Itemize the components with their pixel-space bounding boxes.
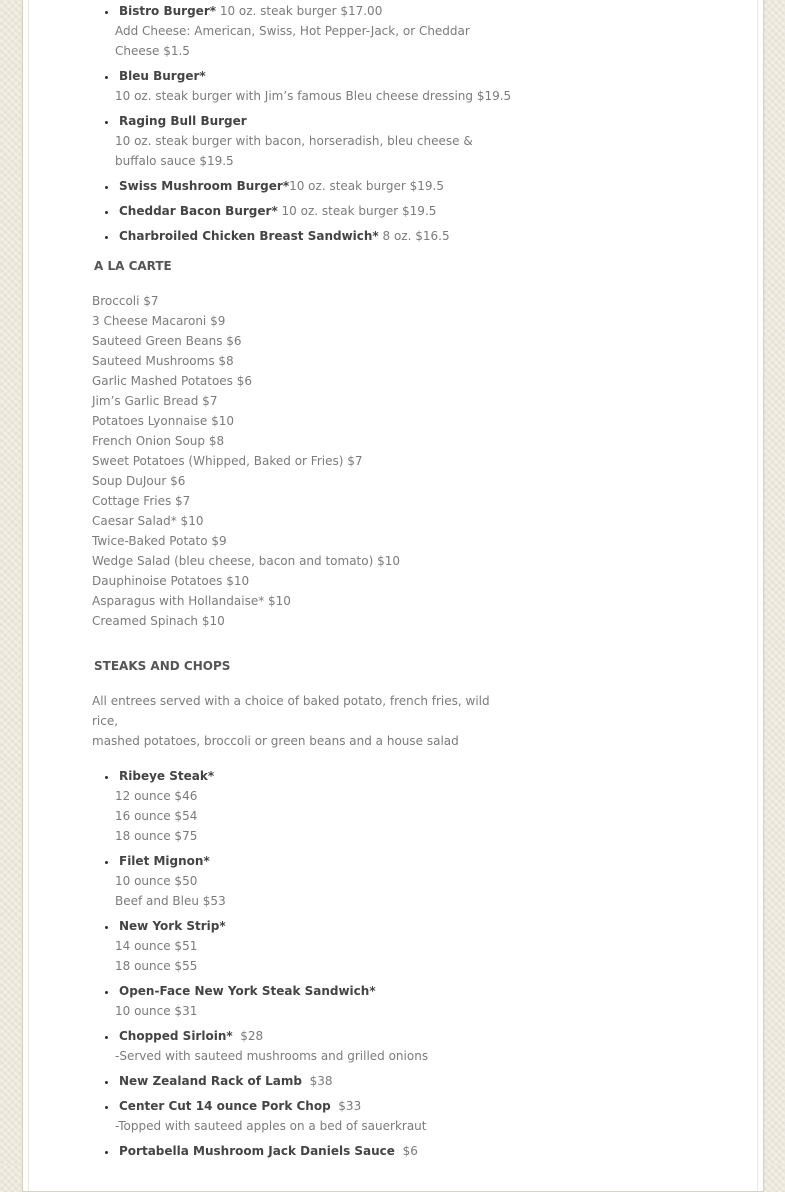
menu-content xyxy=(92,1,512,1166)
a-la-carte-item: Caesar Salad* $10 xyxy=(92,514,204,528)
menu-item xyxy=(117,851,512,911)
menu-item xyxy=(117,66,512,106)
steaks-intro xyxy=(92,691,512,751)
menu-item-price: $28 xyxy=(232,1029,264,1043)
menu-item-price: $6 xyxy=(394,1144,418,1158)
menu-item xyxy=(117,1096,512,1136)
menu-item-name: Bleu Burger* xyxy=(119,69,206,83)
menu-item-name: Open-Face New York Steak Sandwich* xyxy=(119,984,376,998)
a-la-carte-list xyxy=(92,291,512,631)
menu-item-detail: 10 ounce $50 xyxy=(115,874,198,888)
burger-list xyxy=(92,1,512,246)
menu-item xyxy=(117,226,512,246)
menu-item-detail: 16 ounce $54 xyxy=(115,809,198,823)
menu-item xyxy=(117,176,512,196)
steaks-heading: STEAKS AND CHOPS xyxy=(94,659,231,673)
menu-item-name: New York Strip* xyxy=(119,919,226,933)
a-la-carte-item: French Onion Soup $8 xyxy=(92,434,225,448)
menu-item-detail: 12 ounce $46 xyxy=(115,789,198,803)
menu-item-price: 10 oz. steak burger $17.00 xyxy=(216,4,383,18)
menu-item-name: Center Cut 14 ounce Pork Chop xyxy=(119,1099,331,1113)
a-la-carte-heading: A LA CARTE xyxy=(94,259,172,273)
a-la-carte-item: Cottage Fries $7 xyxy=(92,494,191,508)
menu-item-name: Swiss Mushroom Burger* xyxy=(119,179,290,193)
menu-item-detail: 18 ounce $75 xyxy=(115,829,198,843)
menu-item-detail: Beef and Bleu $53 xyxy=(115,894,226,908)
menu-item-name: Portabella Mushroom Jack Daniels Sauce xyxy=(119,1144,395,1158)
menu-item-name: Cheddar Bacon Burger* xyxy=(119,204,278,218)
a-la-carte-item: Twice-Baked Potato $9 xyxy=(92,534,227,548)
a-la-carte-item: Garlic Mashed Potatoes $6 xyxy=(92,374,253,388)
a-la-carte-item: Sweet Potatoes (Whipped, Baked or Fries) $7 xyxy=(92,454,363,468)
menu-item xyxy=(117,1071,512,1091)
menu-item-price: $38 xyxy=(302,1074,333,1088)
menu-item-name: Chopped Sirloin* xyxy=(119,1029,233,1043)
a-la-carte-item: Creamed Spinach $10 xyxy=(92,614,225,628)
menu-item xyxy=(117,916,512,976)
steaks-intro-line: mashed potatoes, broccoli or green beans and a house salad xyxy=(92,734,459,748)
menu-item xyxy=(117,1026,512,1066)
a-la-carte-item: Soup DuJour $6 xyxy=(92,474,186,488)
menu-item-detail: 14 ounce $51 xyxy=(115,939,198,953)
menu-item-detail: 10 ounce $31 xyxy=(115,1004,198,1018)
a-la-carte-item: Asparagus with Hollandaise* $10 xyxy=(92,594,291,608)
a-la-carte-item: Dauphinoise Potatoes $10 xyxy=(92,574,250,588)
menu-item-name: Charbroiled Chicken Breast Sandwich* xyxy=(119,229,379,243)
menu-item xyxy=(117,111,512,171)
a-la-carte-item: Wedge Salad (bleu cheese, bacon and tomato) $10 xyxy=(92,554,400,568)
menu-item xyxy=(117,766,512,846)
menu-item-price: 10 oz. steak burger $19.5 xyxy=(289,179,444,193)
menu-item xyxy=(117,1,512,61)
menu-item-name: Raging Bull Burger xyxy=(119,114,247,128)
steaks-intro-line: All entrees served with a choice of baked potato, french fries, wild rice, xyxy=(92,694,490,728)
menu-page xyxy=(22,0,764,1192)
a-la-carte-item: Jim’s Garlic Bread $7 xyxy=(92,394,218,408)
menu-item-detail: -Served with sauteed mushrooms and grilled onions xyxy=(115,1049,429,1063)
menu-item-name: New Zealand Rack of Lamb xyxy=(119,1074,302,1088)
menu-item-detail: buffalo sauce $19.5 xyxy=(115,154,234,168)
menu-item-name: Filet Mignon* xyxy=(119,854,210,868)
a-la-carte-item: 3 Cheese Macaroni $9 xyxy=(92,314,226,328)
a-la-carte-item: Sauteed Mushrooms $8 xyxy=(92,354,234,368)
menu-item-detail: -Topped with sauteed apples on a bed of sauerkraut xyxy=(115,1119,427,1133)
menu-item-name: Bistro Burger* xyxy=(119,4,217,18)
menu-item-price: $33 xyxy=(330,1099,362,1113)
a-la-carte-item: Broccoli $7 xyxy=(92,294,159,308)
menu-item-detail: 18 ounce $55 xyxy=(115,959,198,973)
menu-item-detail: 10 oz. steak burger with Jim’s famous Bleu cheese dressing $19.5 xyxy=(115,89,512,103)
menu-item-detail: Add Cheese: American, Swiss, Hot Pepper-Jack, or Cheddar xyxy=(115,24,470,38)
menu-item-detail: Cheese $1.5 xyxy=(115,44,190,58)
menu-item-detail: 10 oz. steak burger with bacon, horseradish, bleu cheese & xyxy=(115,134,473,148)
menu-item-price: 8 oz. $16.5 xyxy=(378,229,450,243)
a-la-carte-item: Potatoes Lyonnaise $10 xyxy=(92,414,234,428)
menu-item xyxy=(117,981,512,1021)
menu-item-price: 10 oz. steak burger $19.5 xyxy=(277,204,437,218)
a-la-carte-item: Sauteed Green Beans $6 xyxy=(92,334,242,348)
menu-item-name: Ribeye Steak* xyxy=(119,769,215,783)
menu-item xyxy=(117,1141,512,1161)
steak-list xyxy=(92,766,512,1161)
menu-item xyxy=(117,201,512,221)
